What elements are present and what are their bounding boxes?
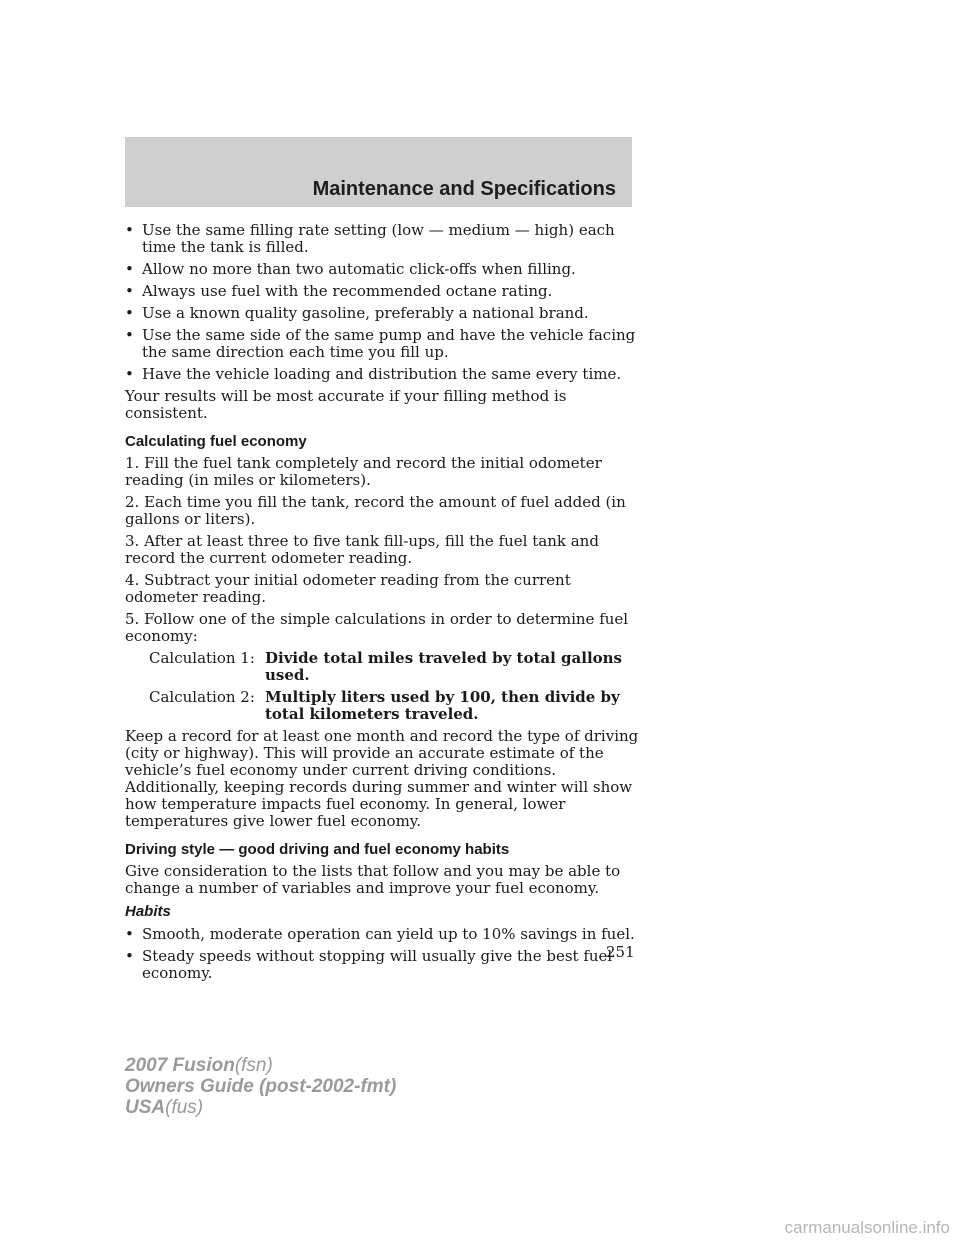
bullet-icon: • [125, 221, 134, 239]
bullet-icon: • [125, 925, 134, 943]
list-item: • Use a known quality gasoline, preferably a national brand. [125, 304, 589, 322]
footer-line: 2007 Fusion(fsn) [125, 1055, 273, 1076]
footer-line: Owners Guide (post-2002-fmt) [125, 1076, 397, 1097]
bullet-icon: • [125, 260, 134, 278]
step-item: 3. After at least three to five tank fill-ups, fill the fuel tank and record the current odometer reading. [125, 532, 599, 567]
calculation-label: Calculation 1: [149, 649, 255, 667]
bullet-icon: • [125, 947, 134, 965]
bullet-icon: • [125, 326, 134, 344]
step-item: 2. Each time you fill the tank, record the amount of fuel added (in gallons or liters). [125, 493, 626, 528]
driving-style-heading: Driving style — good driving and fuel economy habits [125, 841, 510, 858]
section-title: Maintenance and Specifications [312, 178, 616, 200]
page-number: 251 [606, 943, 635, 961]
document-footer [125, 1055, 396, 1118]
bullet-icon: • [125, 282, 134, 300]
bullet-icon: • [125, 304, 134, 322]
section-header-band [125, 137, 632, 207]
driving-intro: Give consideration to the lists that follow and you may be able to change a number of variables and improve your fuel economy. [125, 862, 621, 897]
list-item: • Use the same filling rate setting (low — medium — high) each time the tank is filled. [125, 221, 615, 256]
list-item: • Always use fuel with the recommended octane rating. [125, 282, 553, 300]
bullet-icon: • [125, 365, 134, 383]
step-item: 4. Subtract your initial odometer reading from the current odometer reading. [125, 571, 571, 606]
calculation-label: Calculation 2: [149, 688, 255, 706]
habits-heading: Habits [125, 903, 171, 920]
calculation-text: Divide total miles traveled by total gallons used. [265, 649, 623, 684]
results-note: Your results will be most accurate if your filling method is consistent. [125, 387, 567, 422]
list-item: • Steady speeds without stopping will usually give the best fuel economy. [125, 947, 613, 982]
calculation-row [149, 689, 640, 723]
page-content [125, 222, 640, 987]
watermark: carmanualsonline.info [784, 1218, 950, 1237]
list-item: • Have the vehicle loading and distribution the same every time. [125, 365, 622, 383]
record-note: Keep a record for at least one month and record the type of driving (city or highway). This will provide an accurate estimate of the vehicle’s fuel economy under current driving conditions. Additionally, keeping records during summer and winter will show how temperature impacts fuel economy. In general, lower temperatures give lower fuel economy. [125, 727, 639, 830]
list-item: • Allow no more than two automatic click-offs when filling. [125, 260, 576, 278]
list-item: • Smooth, moderate operation can yield up to 10% savings in fuel. [125, 925, 635, 943]
footer-line: USA(fus) [125, 1097, 204, 1118]
step-item: 1. Fill the fuel tank completely and record the initial odometer reading (in miles or kilometers). [125, 454, 602, 489]
list-item: • Use the same side of the same pump and have the vehicle facing the same direction each time you fill up. [125, 326, 636, 361]
calculating-heading: Calculating fuel economy [125, 433, 307, 450]
step-item: 5. Follow one of the simple calculations in order to determine fuel economy: [125, 610, 629, 645]
calculation-text: Multiply liters used by 100, then divide by total kilometers traveled. [265, 688, 620, 723]
calculation-row [149, 650, 640, 684]
